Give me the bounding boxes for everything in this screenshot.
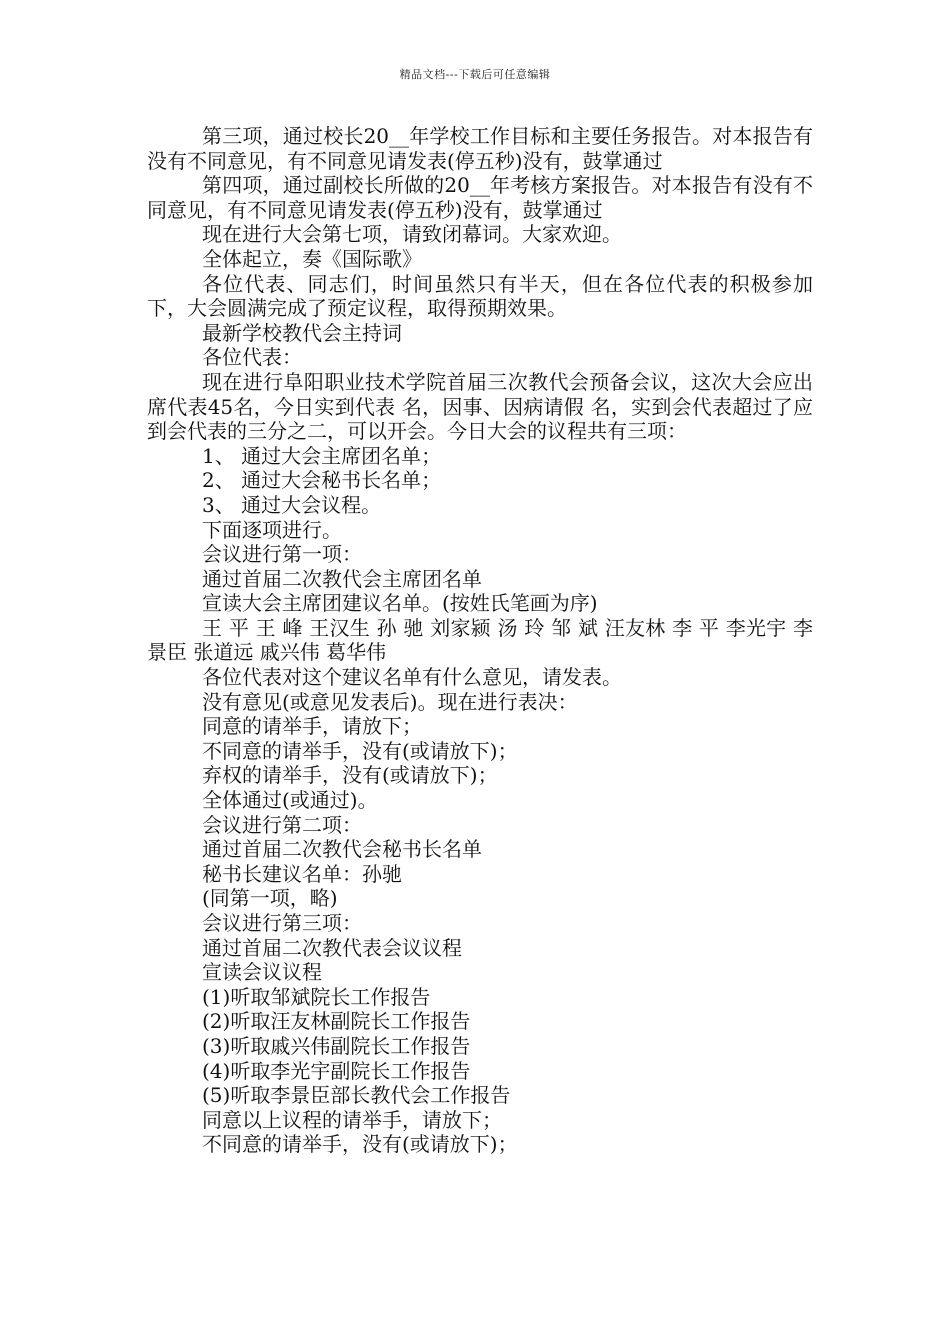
paragraph: 全体起立，奏《国际歌》 xyxy=(202,246,422,271)
paragraph: 第三项，通过校长20__年学校工作目标和主要任务报告。对本报告有没有不同意见，有不同意见请发表(停五秒)没有，鼓掌通过 xyxy=(147,124,813,173)
paragraph: 第四项，通过副校长所做的20__年考核方案报告。对本报告有没有不同意见，有不同意见请发表(停五秒)没有，鼓掌通过 xyxy=(147,173,813,222)
paragraph: 通过首届二次教代表会议议程 xyxy=(202,935,462,960)
agenda-item: (4)听取李光宇副院长工作报告 xyxy=(202,1058,471,1083)
paragraph: 通过首届二次教代会秘书长名单 xyxy=(202,837,482,862)
paragraph: 下面逐项进行。 xyxy=(202,517,342,542)
agenda-item: (5)听取李景臣部长教代会工作报告 xyxy=(202,1083,511,1108)
paragraph: 不同意的请举手，没有(或请放下)； xyxy=(202,1132,518,1157)
paragraph: 弃权的请举手，没有(或请放下)； xyxy=(202,763,498,788)
paragraph: 会议进行第三项： xyxy=(202,911,362,935)
agenda-item: (3)听取戚兴伟副院长工作报告 xyxy=(202,1033,471,1058)
agenda-item: 2、 通过大会秘书长名单； xyxy=(202,468,442,493)
paragraph: 同意的请举手，请放下； xyxy=(202,714,422,739)
paragraph: 各位代表对这个建议名单有什么意见，请发表。 xyxy=(202,665,622,690)
paragraph: 全体通过(或通过)。 xyxy=(202,788,378,813)
paragraph: 现在进行阜阳职业技术学院首届三次教代会预备会议，这次大会应出席代表45名，今日实到代表 名，因事、因病请假 名，实到会代表超过了应到会代表的三分之二，可以开会。今日大会的议程共有三项： xyxy=(147,369,813,444)
paragraph: 各位代表、同志们，时间虽然只有半天，但在各位代表的积极参加下，大会圆满完成了预定议程，取得预期效果。 xyxy=(147,271,813,321)
paragraph: 会议进行第二项： xyxy=(202,812,362,837)
paragraph: 通过首届二次教代会主席团名单 xyxy=(202,566,482,591)
paragraph: 现在进行大会第七项，请致闭幕词。大家欢迎。 xyxy=(202,222,622,247)
agenda-item: 1、 通过大会主席团名单； xyxy=(202,443,442,468)
paragraph: 会议进行第一项： xyxy=(202,542,362,567)
section-title: 最新学校教代会主持词 xyxy=(202,320,402,345)
name-list: 王 平 王 峰 王汉生 孙 驰 刘家颍 汤 玲 邹 斌 汪友林 李 平 李光宇 李景臣 张道远 戚兴伟 葛华伟 xyxy=(147,615,813,665)
paragraph: 宣读会议议程 xyxy=(202,960,322,985)
agenda-item: (1)听取邹斌院长工作报告 xyxy=(202,984,431,1009)
paragraph: 同意以上议程的请举手，请放下； xyxy=(202,1107,502,1132)
agenda-item: 3、 通过大会议程。 xyxy=(202,492,382,517)
paragraph: 没有意见(或意见发表后)。现在进行表决： xyxy=(202,689,578,714)
agenda-item: (2)听取汪友林副院长工作报告 xyxy=(202,1009,471,1034)
paragraph: 不同意的请举手，没有(或请放下)； xyxy=(202,738,518,763)
page-header: 精品文档---下载后可任意编辑 xyxy=(399,68,551,81)
paragraph: (同第一项，略) xyxy=(202,886,338,911)
document-body xyxy=(147,124,813,1157)
paragraph: 宣读大会主席团建议名单。(按姓氏笔画为序) xyxy=(202,591,598,616)
paragraph: 各位代表： xyxy=(202,345,302,370)
paragraph: 秘书长建议名单：孙驰 xyxy=(202,861,402,886)
